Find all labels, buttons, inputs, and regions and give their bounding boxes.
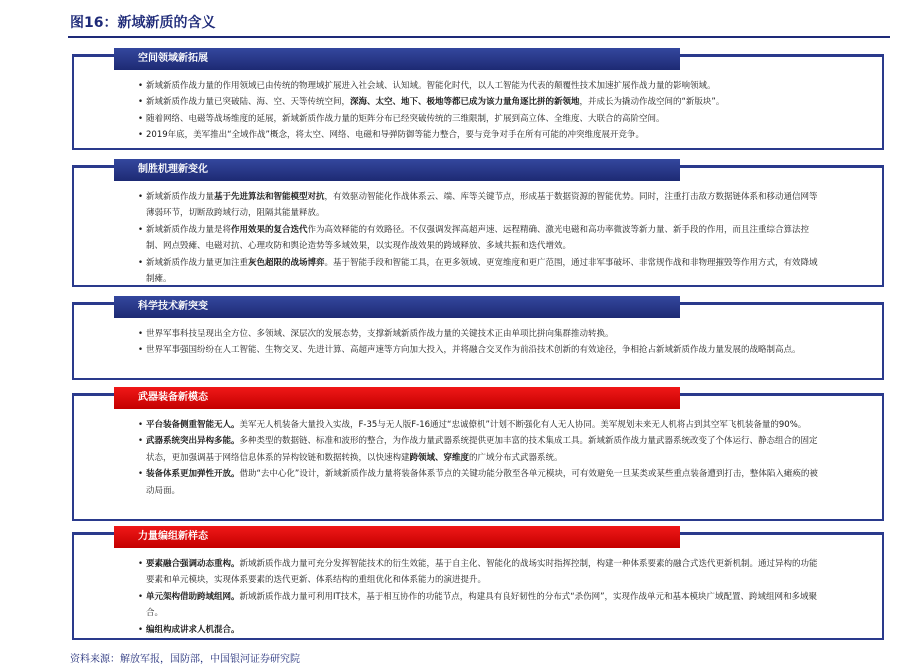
- bullet-emphasis: 跨领域、穿维度: [409, 452, 470, 463]
- bullet-text: 新域新质作战力量: [146, 192, 215, 202]
- bullet-text: 新域新质作战力量更加注重: [146, 257, 249, 268]
- bullet-emphasis: 平台装备侧重智能无人。: [146, 420, 240, 430]
- bullet-item: [138, 342, 822, 358]
- section-space-domain: [72, 54, 884, 150]
- bullet-list: [138, 189, 822, 287]
- bullet-emphasis: 深海、太空、地下、极地等都已成为该力量角逐比拼的新领地: [350, 97, 580, 108]
- bullet-text: 多种类型的数据链、标准和波形的整合，为作战力量武器系统提供更加丰富的技术集成工具。新域新质作战力量武器系统改变了个体运行、静态组合的固定状态，更加强调基于网络信息体系的异构铰链和数据转换，以快速构建: [146, 436, 818, 463]
- bullet-item: [138, 622, 822, 638]
- bullet-text: 。基于智能手段和智能工具，在更多领域、更宽维度和更广范围，通过非军事破坏、非常规作战和非物理摧毁等作用方式，有效降域制瘫。: [146, 257, 818, 285]
- bullet-emphasis: 编组构成讲求人机混合。: [146, 624, 240, 635]
- bullet-list: [138, 78, 822, 144]
- bullet-emphasis: 装备体系更加弹性开放。: [146, 469, 240, 480]
- bullet-item: [138, 127, 822, 143]
- bullet-text: 新域新质作战力量可充分发挥智能技术的衍生效能，基于自主化、智能化的战场实时指挥控制，构建一种体系要素的融合式迭代更新机制。通过异构的功能要素和单元模块，实现体系要素的迭代更新、体系结构的重组优化和体系能力的演进提升。: [146, 559, 818, 586]
- bullet-item: [138, 556, 822, 589]
- bullet-list: [138, 326, 822, 359]
- bullet-item: [138, 433, 822, 466]
- bullet-item: [138, 417, 822, 433]
- bullet-item: [138, 94, 822, 110]
- bullet-text: ，并成长为撬动作战空间的“新版块”。: [579, 97, 725, 108]
- title-divider: [68, 36, 890, 38]
- bullet-text: 2019年底，美军推出“全域作战”概念，将太空、网络、电磁和导弹防御等能力整合，要与竞争对手在所有可能的冲突维度展开竞争。: [146, 130, 644, 141]
- bullet-text: 作为高效释能的有效路径。不仅强调发挥高超声速、远程精确、激光电磁和高功率微波等新力量、新手段的作用，而且注重综合算法控制、网点毁瘫、电磁对抗、心理攻防和舆论造势等多域效果，以实现作战效果的跨域释放、多域共振和迭代增效。: [146, 224, 810, 252]
- bullet-text: 新域新质作战力量是将: [146, 224, 232, 235]
- section-winning-mechanism: [72, 165, 884, 287]
- section-weapon-equipment: [72, 393, 884, 521]
- bullet-emphasis: 基于先进算法和智能模型对抗: [214, 192, 325, 202]
- bullet-item: [138, 255, 822, 288]
- bullet-list: [138, 417, 822, 499]
- source-note: 资料来源：解放军报，国防部，中国银河证券研究院: [70, 654, 300, 665]
- section-force-grouping: [72, 532, 884, 640]
- bullet-text: 新域新质作战力量的作用领域已由传统的物理域扩展进入社会域、认知域。智能化时代，以人工智能为代表的颠覆性技术加速扩展作战力量的影响领域。: [146, 81, 716, 91]
- bullet-emphasis: 武器系统突出异构多能。: [146, 436, 240, 447]
- bullet-text: 随着网络、电磁等战场维度的延展，新域新质作战力量的矩阵分布已经突破传统的三维限制，扩展到高立体、全维度、大联合的高阶空间。: [146, 113, 665, 124]
- bullet-item: [138, 189, 822, 222]
- bullet-text: 世界军事科技呈现出全方位、多领域、深层次的发展态势，支撑新域新质作战力量的关键技术正由单项比拼向集群推动转换。: [146, 329, 614, 339]
- bullet-item: [138, 326, 822, 342]
- section-header: 空间领域新拓展: [114, 48, 680, 70]
- bullet-emphasis: 单元架构借助跨域组网。: [146, 591, 240, 602]
- bullet-text: 的广域分布式武器系统。: [469, 452, 563, 463]
- bullet-text: 美军无人机装备大量投入实战，F-35与无人版F-16通过“忠诚僚机”计划不断强化有人无人协同。美军规划未来无人机将占到其空军飞机装备量的90%。: [239, 420, 807, 430]
- bullet-item: [138, 589, 822, 622]
- bullet-text: 新域新质作战力量可利用IT技术，基于相互协作的功能节点，构建具有良好韧性的分布式“杀伤网”，实现作战单元和基本模块广域配置、跨域组网和多域聚合。: [146, 591, 818, 619]
- section-header: 制胜机理新变化: [114, 159, 680, 181]
- bullet-emphasis: 灰色超限的战场博弈: [248, 257, 325, 268]
- bullet-text: 世界军事强国纷纷在人工智能、生物交叉、先进计算、高超声速等方向加大投入，并将融合交叉作为前沿技术创新的有效途径，争相抢占新域新质作战力量发展的战略制高点。: [146, 345, 801, 356]
- bullet-item: [138, 78, 822, 94]
- section-header: 力量编组新样态: [114, 526, 680, 548]
- bullet-item: [138, 222, 822, 255]
- bullet-item: [138, 111, 822, 127]
- bullet-text: 借助“去中心化”设计，新域新质作战力量将装备体系节点的关键功能分散至各单元模块，可有效避免一旦某类或某些重点装备遭到打击，整体陷入瘫痪的被动局面。: [146, 469, 818, 496]
- section-header: 武器装备新模态: [114, 387, 680, 409]
- bullet-item: [138, 466, 822, 499]
- figure-title: 图16：新域新质的含义: [70, 15, 216, 31]
- bullet-emphasis: 要素融合强调动态重构。: [146, 559, 240, 569]
- section-header: 科学技术新突变: [114, 296, 680, 318]
- bullet-text: ，有效驱动智能化作战体系云、端、库等关键节点，形成基于数据资源的智能优势。同时，注重打击敌方数据链体系和移动通信网等薄弱环节，切断敌跨域行动，阻隔其能量释放。: [146, 192, 818, 219]
- bullet-text: 新域新质作战力量已突破陆、海、空、天等传统空间，: [146, 97, 351, 108]
- bullet-list: [138, 556, 822, 638]
- section-science-technology: [72, 302, 884, 380]
- bullet-emphasis: 作用效果的复合迭代: [231, 224, 308, 235]
